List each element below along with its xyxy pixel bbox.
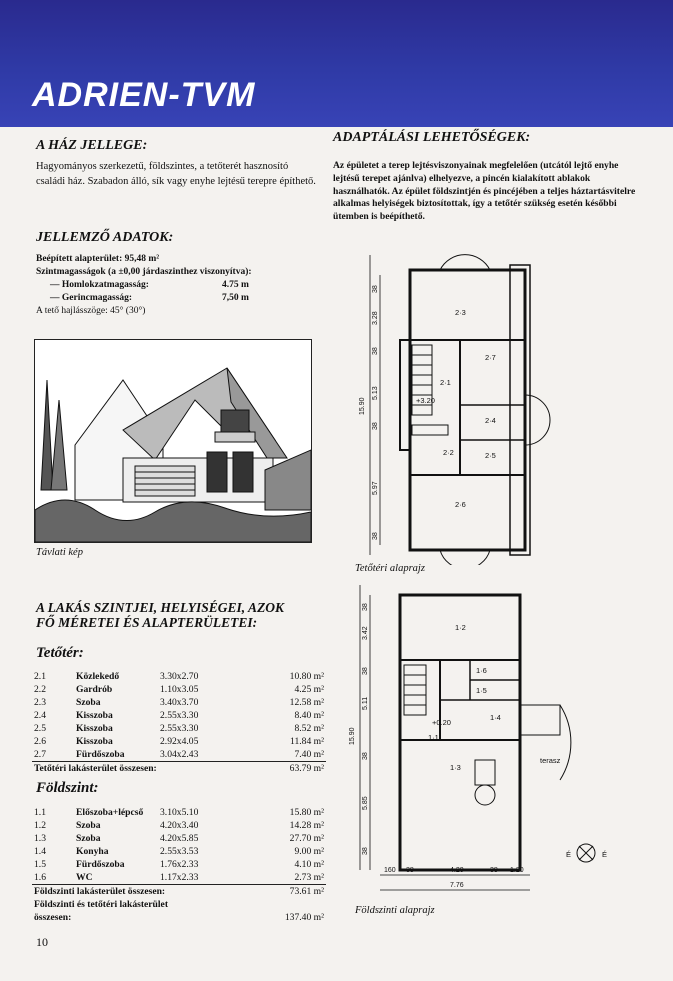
room-name: Kisszoba xyxy=(76,710,113,721)
built-area: Beépített alapterület: 95,48 m² xyxy=(36,254,160,264)
house-sketch xyxy=(35,340,311,542)
ground-width-4: 38 xyxy=(490,867,498,874)
ground-width-1: 160 xyxy=(384,867,396,874)
room-num: 2.3 xyxy=(34,697,46,708)
ground-room-table xyxy=(32,806,326,924)
room-dim: 3.10x5.10 xyxy=(160,807,199,818)
grand-total-line1-value xyxy=(262,898,326,911)
room-row xyxy=(32,735,326,748)
room-row xyxy=(32,683,326,696)
attic-total xyxy=(32,762,326,776)
ground-dim-7: 38 xyxy=(362,847,369,855)
attic-dim-7: 38 xyxy=(372,532,379,540)
attic-floor-plan xyxy=(340,245,570,565)
attic-label-26: 2·6 xyxy=(455,500,466,509)
room-name: Kisszoba xyxy=(76,736,113,747)
attic-label-24: 2·4 xyxy=(485,416,496,425)
room-area: 9.00 m² xyxy=(294,846,324,857)
room-dim: 2.55x3.30 xyxy=(160,723,199,734)
attic-label-27: 2·7 xyxy=(485,353,496,362)
room-row xyxy=(32,858,326,871)
room-name: Szoba xyxy=(76,833,101,844)
attic-dim-total: 15.90 xyxy=(359,397,366,415)
roof-pitch: A tető hajlásszöge: 45° (30°) xyxy=(36,306,146,316)
room-area: 11.84 m² xyxy=(290,736,324,747)
room-dim: 4.20x5.85 xyxy=(160,833,199,844)
ground-label-15: 1·5 xyxy=(476,686,487,695)
ground-width-5: 1.20 xyxy=(510,867,524,874)
ground-width-3: 4.20 xyxy=(450,867,464,874)
room-area: 14.28 m² xyxy=(289,820,324,831)
attic-dim-6: 5.97 xyxy=(372,481,379,495)
ground-floor-plan xyxy=(340,585,640,905)
ground-label-13: 1·3 xyxy=(450,763,461,772)
levels-heading-line2: FŐ MÉRETEI ÉS ALAPTERÜLETEI: xyxy=(36,615,258,630)
room-dim: 1.76x2.33 xyxy=(160,859,199,870)
room-num: 2.2 xyxy=(34,684,46,695)
ground-level: +0.20 xyxy=(432,718,451,727)
ground-width-2: 38 xyxy=(406,867,414,874)
attic-title: Tetőtér: xyxy=(36,645,84,661)
ground-title: Földszint: xyxy=(36,780,99,796)
attic-level: +3.20 xyxy=(416,396,435,405)
room-area: 4.25 m² xyxy=(294,684,324,695)
room-num: 2.7 xyxy=(34,749,46,760)
room-dim: 2.92x4.05 xyxy=(160,736,199,747)
ground-dim-1: 38 xyxy=(362,603,369,611)
grand-total-value: 137.40 m² xyxy=(284,912,324,923)
ground-dim-2: 3.42 xyxy=(362,626,369,640)
page-number: 10 xyxy=(36,935,48,949)
room-area: 12.58 m² xyxy=(289,697,324,708)
facade-value: 4.75 m xyxy=(222,280,249,290)
adaptation-text: Az épületet a terep lejtésviszonyainak megfelelően (utcától lejtő enyhe lejtésű terepet ajánlva) elhelyezve, a pincén kialakított ablakok használhatók. Az épület földszintjén és pincéjében a teljes háztartásvitelre alkalmas helyiségek biztosítottak, így a tetőtér szükség esetén későbbi ütemben is beépíthető. xyxy=(333,160,636,223)
room-row xyxy=(32,806,326,819)
room-name: Gardrób xyxy=(76,684,113,695)
room-row xyxy=(32,709,326,722)
attic-label-22: 2·2 xyxy=(443,448,454,457)
ridge-value: 7,50 m xyxy=(222,293,249,303)
room-dim: 3.04x2.43 xyxy=(160,749,199,760)
ground-label-16: 1·6 xyxy=(476,666,487,675)
room-row xyxy=(32,871,326,885)
title-banner xyxy=(0,0,673,127)
room-area: 8.52 m² xyxy=(294,723,324,734)
attic-plan-caption: Tetőtéri alaprajz xyxy=(355,563,425,574)
room-area: 7.40 m² xyxy=(294,749,324,760)
attic-dim-3: 38 xyxy=(372,347,379,355)
room-num: 2.5 xyxy=(34,723,46,734)
ridge-row xyxy=(36,292,326,305)
room-dim: 1.17x2.33 xyxy=(160,872,199,883)
features-heading: JELLEMZŐ ADATOK: xyxy=(36,230,174,245)
ground-dim-3: 38 xyxy=(362,667,369,675)
perspective-image xyxy=(34,339,312,543)
ground-label-11: 1·1 xyxy=(428,733,439,742)
ground-width-total: 7.76 xyxy=(450,882,464,889)
ridge-label: — Gerincmagasság: xyxy=(50,293,133,303)
room-dim: 1.10x3.05 xyxy=(160,684,199,695)
ground-dim-4: 5.11 xyxy=(362,696,369,710)
room-area: 10.80 m² xyxy=(289,671,324,682)
room-area: 15.80 m² xyxy=(289,807,324,818)
room-dim: 2.55x3.53 xyxy=(160,846,199,857)
compass-left: É xyxy=(566,850,572,859)
ground-label-12: 1·2 xyxy=(455,623,466,632)
ground-dim-5: 38 xyxy=(362,752,369,760)
room-name: Kisszoba xyxy=(76,723,113,734)
ground-total-value: 73.61 m² xyxy=(262,885,326,899)
room-num: 1.4 xyxy=(34,846,46,857)
attic-dim-4: 5.13 xyxy=(372,386,379,400)
room-area: 27.70 m² xyxy=(289,833,324,844)
room-num: 2.6 xyxy=(34,736,46,747)
features-block xyxy=(36,253,326,318)
attic-room-table xyxy=(32,670,326,775)
attic-total-value: 63.79 m² xyxy=(262,762,326,776)
room-row xyxy=(32,819,326,832)
attic-total-label: Tetőtéri lakásterület összesen: xyxy=(32,762,262,776)
room-dim: 3.30x2.70 xyxy=(160,671,199,682)
room-num: 1.1 xyxy=(34,807,46,818)
room-row xyxy=(32,696,326,709)
character-text: Hagyományos szerkezetű, földszintes, a tetőterét hasznosító családi ház. Szabadon álló, sík vagy enyhe lejtésű terepre építhető. xyxy=(36,161,316,187)
room-name: Előszoba+lépcső xyxy=(76,807,144,818)
room-row xyxy=(32,722,326,735)
room-area: 2.73 m² xyxy=(294,872,324,883)
grand-total xyxy=(32,911,326,924)
room-name: WC xyxy=(76,872,93,883)
room-row xyxy=(32,748,326,762)
levels-heading xyxy=(36,600,284,630)
room-name: Közlekedő xyxy=(76,671,120,682)
adaptation-heading: ADAPTÁLÁSI LEHETŐSÉGEK: xyxy=(333,130,531,145)
attic-dim-2: 3.28 xyxy=(372,311,379,325)
room-area: 8.40 m² xyxy=(294,710,324,721)
ground-label-14: 1·4 xyxy=(490,713,501,722)
attic-label-25: 2·5 xyxy=(485,451,496,460)
ground-dim-6: 5.85 xyxy=(362,796,369,810)
room-num: 1.2 xyxy=(34,820,46,831)
room-row xyxy=(32,832,326,845)
room-dim: 2.55x3.30 xyxy=(160,710,199,721)
ground-plan-caption: Földszinti alaprajz xyxy=(355,905,435,916)
levels-heading-line1: A LAKÁS SZINTJEI, HELYISÉGEI, AZOK xyxy=(36,600,285,615)
room-num: 1.3 xyxy=(34,833,46,844)
room-num: 2.4 xyxy=(34,710,46,721)
room-name: Fürdőszoba xyxy=(76,749,125,760)
character-heading: A HÁZ JELLEGE: xyxy=(36,138,148,153)
room-num: 1.5 xyxy=(34,859,46,870)
heights-title: Szintmagasságok (a ±0,00 járdaszinthez viszonyítva): xyxy=(36,267,252,277)
room-name: Fürdőszoba xyxy=(76,859,125,870)
facade-label: — Homlokzatmagasság: xyxy=(50,280,149,290)
compass-right: É xyxy=(602,850,608,859)
room-area: 4.10 m² xyxy=(294,859,324,870)
room-dim: 4.20x3.40 xyxy=(160,820,199,831)
ground-dim-total: 15.90 xyxy=(349,727,356,745)
perspective-caption: Távlati kép xyxy=(36,547,83,558)
attic-label-21: 2·1 xyxy=(440,378,451,387)
grand-total-line1-label: Földszinti és tetőtéri lakásterület xyxy=(34,899,169,910)
terrace-label: terasz xyxy=(540,756,561,765)
room-num: 2.1 xyxy=(34,671,46,682)
ground-total-label: Földszinti lakásterület összesen: xyxy=(32,885,262,899)
attic-dim-1: 38 xyxy=(372,285,379,293)
room-row xyxy=(32,670,326,683)
room-name: Szoba xyxy=(76,820,101,831)
attic-dim-5: 38 xyxy=(372,422,379,430)
grand-total-line1 xyxy=(32,898,326,911)
room-num: 1.6 xyxy=(34,872,46,883)
grand-total-label: összesen: xyxy=(34,912,72,923)
attic-label-23: 2·3 xyxy=(455,308,466,317)
room-name: Szoba xyxy=(76,697,101,708)
room-row xyxy=(32,845,326,858)
room-dim: 3.40x3.70 xyxy=(160,697,199,708)
room-name: Konyha xyxy=(76,846,109,857)
house-name: ADRIEN-TVM xyxy=(32,76,256,114)
ground-total xyxy=(32,885,326,899)
facade-row xyxy=(36,279,326,292)
